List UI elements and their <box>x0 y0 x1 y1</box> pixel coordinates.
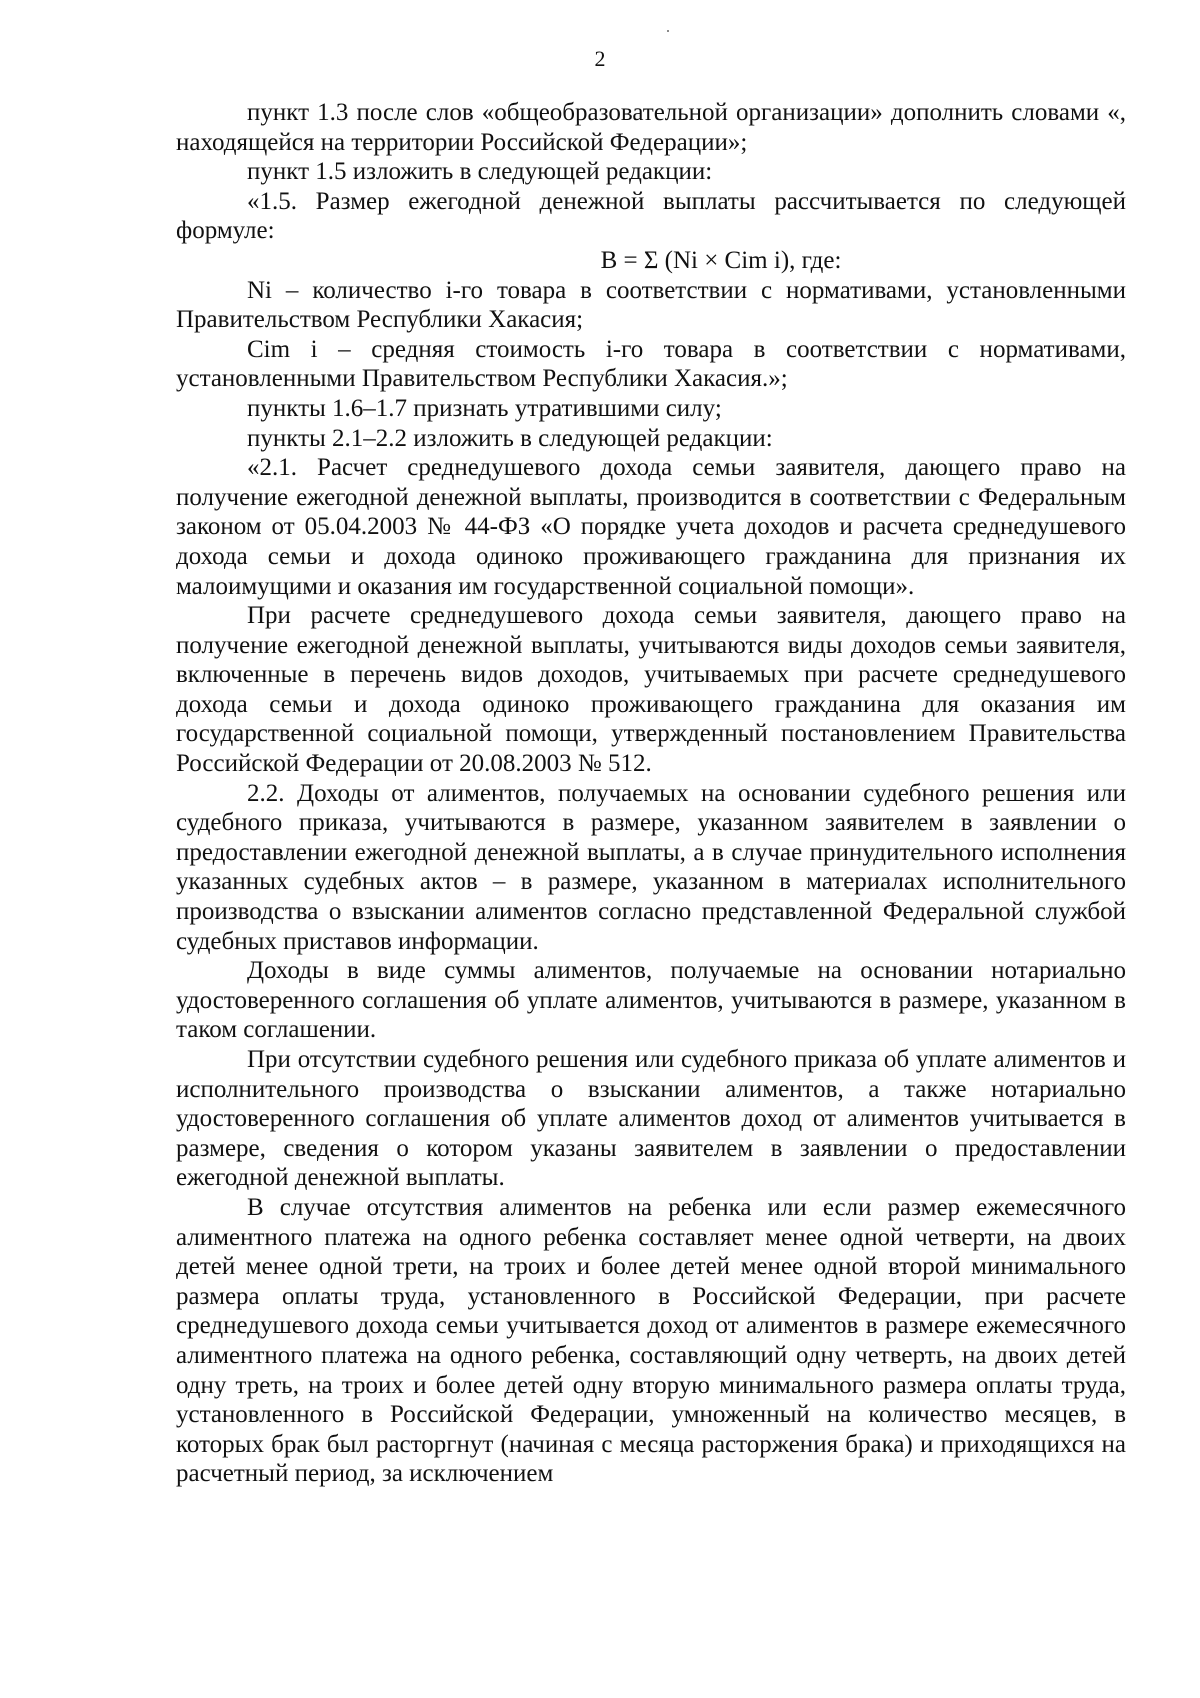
paragraph-item-2-2: 2.2. Доходы от алиментов, получаемых на основании судебного решения или судебного приказа, учитываются в размере, указанном заявителем в заявлении о предоставлении ежегодной денежной выплаты, а в случае принудительного исполнения указанных судебных актов – в размере, указанном в материалах исполнительного производства о взыскании алиментов согласно представленной Федеральной службой судебных приставов информации. <box>176 779 1126 955</box>
paragraph-no-alimony: В случае отсутствия алиментов на ребенка или если размер ежемесячного алиментного платежа на одного ребенка составляет менее одной четверти, на двоих детей менее одной трети, на троих и более детей менее одной второй минимального размера оплаты труда, установленного в Российской Федерации, при расчете среднедушевого дохода семьи учитывается доход от алиментов в размере ежемесячного алиментного платежа на одного ребенка, составляющий одну четверть, на двоих детей одну треть, на троих и более детей одну вторую минимального размера оплаты труда, установленного в Российской Федерации, умноженный на количество месяцев, в которых брак был расторгнут (начиная с месяца расторжения брака) и приходящихся на расчетный период, за исключением <box>176 1193 1126 1488</box>
paragraph-no-court-decision: При отсутствии судебного решения или судебного приказа об уплате алиментов и исполнительного производства о взыскании алиментов, а также нотариально удостоверенного соглашения об уплате алиментов доход от алиментов учитывается в размере, сведения о котором указаны заявителем в заявлении о предоставлении ежегодной денежной выплаты. <box>176 1046 1126 1192</box>
formula: В = Σ (Ni × Cim i), где: <box>600 246 842 274</box>
paragraph-income-types: При расчете среднедушевого дохода семьи заявителя, дающего право на получение ежегодной денежной выплаты, учитываются виды доходов семьи заявителя, включенные в перечень видов доходов, учитываемых при расчете среднедушевого дохода семьи и дохода одиноко проживающего гражданина для оказания им государственной социальной помощи, утвержденный постановлением Правительства Российской Федерации от 20.08.2003 № 512. <box>176 602 1126 778</box>
paragraph-notarial-agreement: Доходы в виде суммы алиментов, получаемые на основании нотариально удостоверенного соглашения об уплате алиментов, учитываются в размере, указанном в таком соглашении. <box>176 957 1126 1044</box>
paragraph-cim-definition: Cim i – средняя стоимость i-го товара в соответствии с нормативами, установленными Правительством Республики Хакасия.»; <box>176 335 1126 393</box>
scan-speck <box>667 30 669 32</box>
document-body <box>176 98 1126 1489</box>
paragraph-item-2-1: «2.1. Расчет среднедушевого дохода семьи заявителя, дающего право на получение ежегодной денежной выплаты, производится в соответствии с Федеральным законом от 05.04.2003 № 44-ФЗ «О порядке учета доходов и расчета среднедушевого дохода семьи и дохода одиноко проживающего гражданина для признания их малоимущими и оказания им государственной социальной помощи». <box>176 454 1126 600</box>
paragraph-item-1-3: пункт 1.3 после слов «общеобразовательной организации» дополнить словами «, находящейся на территории Российской Федерации»; <box>176 99 1126 156</box>
paragraph-items-2-1-2-2-intro: пункты 2.1–2.2 изложить в следующей редакции: <box>247 424 773 452</box>
paragraph-item-1-5: «1.5. Размер ежегодной денежной выплаты рассчитывается по следующей формуле: <box>176 187 1126 245</box>
page-number: 2 <box>594 46 606 71</box>
paragraph-item-1-5-intro: пункт 1.5 изложить в следующей редакции: <box>247 158 713 186</box>
paragraph-ni-definition: Ni – количество i-го товара в соответствии с нормативами, установленными Правительством Республики Хакасия; <box>176 276 1126 334</box>
paragraph-items-1-6-1-7: пункты 1.6–1.7 признать утратившими силу; <box>247 394 722 422</box>
